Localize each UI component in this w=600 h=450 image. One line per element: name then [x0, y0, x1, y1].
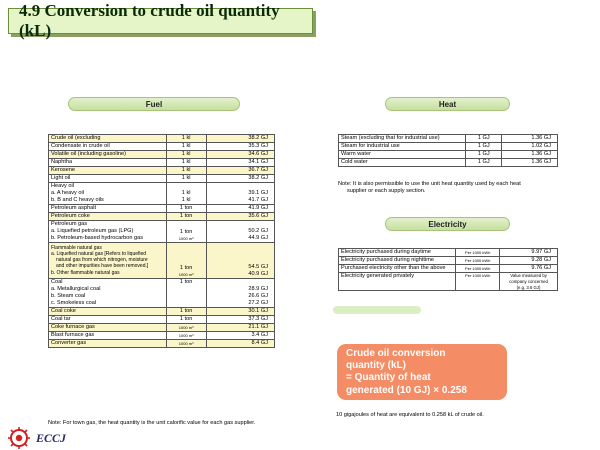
table-cell-value: 21.1 GJ [206, 323, 275, 331]
conversion-formula-callout: Crude oil conversion quantity (kL) = Quantity of heat generated (10 GJ) × 0.258 [337, 344, 507, 400]
table-row: Petroleum asphalt 1 ton 41.9 GJ [49, 204, 275, 212]
table-cell-value: 30.1 GJ [206, 307, 275, 315]
table-cell-value: 3.4 GJ [206, 331, 275, 339]
table-cell-unit: 1000 m³ [166, 323, 206, 331]
table-cell-value: 1.36 GJ [502, 158, 558, 166]
table-cell-value: 38.2 GJ [206, 174, 275, 182]
table-cell-unit: 1 kl [166, 150, 206, 158]
table-cell-value: 38.2 GJ [206, 135, 275, 143]
table-cell-name: Volatile oil (including gasoline) [49, 150, 167, 158]
table-cell-unit: 1 kl [166, 158, 206, 166]
fuel-section-header: Fuel [68, 97, 240, 111]
table-row: Coal a. Metallurgical coal b. Steam coal c. Smokeless coal 1 ton 28.9 GJ 26.6 GJ 27.2 GJ [49, 278, 275, 307]
table-cell-value: 35.3 GJ [206, 142, 275, 150]
table-cell-value: 1.36 GJ [502, 135, 558, 143]
table-cell-unit: 1 GJ [466, 150, 502, 158]
table-cell-name: Kerosene [49, 166, 167, 174]
table-cell-value: 34.1 GJ [206, 158, 275, 166]
callout-note: 10 gigajoules of heat are equivalent to 0.258 kL of crude oil. [336, 412, 484, 418]
table-row [49, 339, 275, 347]
eccj-logo-text: ECCJ [36, 430, 67, 445]
table-cell-value: 9.76 GJ [500, 264, 558, 272]
table-cell-unit: 1 GJ [466, 142, 502, 150]
table-cell-name: Electricity purchased during daytime [339, 249, 456, 257]
table-cell-value: 37.3 GJ [206, 315, 275, 323]
table-row [339, 256, 558, 264]
table-cell-unit: Per 1000 kWh [456, 249, 500, 257]
table-row [49, 174, 275, 182]
table-row: Heavy oil a. A heavy oil b. B and C heavy oils 1 kl 1 kl 39.1 GJ 41.7 GJ [49, 182, 275, 204]
table-cell-unit: Per 1000 kWh [456, 264, 500, 272]
table-cell-name: Light oil [49, 174, 167, 182]
table-cell-unit: 1 kl [166, 135, 206, 143]
table-cell-unit: 1 kl [166, 166, 206, 174]
table-cell-value: 34.6 GJ [206, 150, 275, 158]
table-cell-value: 9.97 GJ [500, 249, 558, 257]
table-row [339, 158, 558, 166]
table-cell-unit: 1 GJ [466, 158, 502, 166]
table-row [339, 264, 558, 272]
eccj-logo-icon [8, 427, 30, 449]
fuel-note: Note: For town gas, the heat quantity is the unit calorific value for each gas supplier. [48, 420, 256, 426]
table-cell-name: Condensate in crude oil [49, 142, 167, 150]
page-title: 4.9 Conversion to crude oil quantity (kL) [8, 8, 313, 34]
table-row [49, 166, 275, 174]
heavy-oil-label: Heavy oil [51, 182, 75, 189]
electricity-table [338, 248, 558, 291]
table-cell-value: 8.4 GJ [206, 339, 275, 347]
table-cell-unit: 1 GJ [466, 135, 502, 143]
table-cell-name: Steam for industrial use [339, 142, 466, 150]
heat-section-header: Heat [385, 97, 510, 111]
table-row [49, 307, 275, 315]
table-row [49, 135, 275, 143]
table-cell-name: Coke furnace gas [49, 323, 167, 331]
table-row [49, 150, 275, 158]
table-cell-name: Warm water [339, 150, 466, 158]
heat-table [338, 134, 558, 167]
heat-note: Note: It is also permissible to use the unit heat quantity used by each heat supplier or each supply section. [338, 181, 521, 195]
table-cell-unit: 1 ton [166, 307, 206, 315]
table-row: Electricity generated privately Per 1000 kWh Value measured by company concerned (e.g. 3.6 GJ) [339, 272, 558, 290]
table-cell-value: 9.28 GJ [500, 256, 558, 264]
table-cell-name: Purchased electricity other than the above [339, 264, 456, 272]
table-row [49, 142, 275, 150]
table-cell-name: Naphtha [49, 158, 167, 166]
table-cell-unit: 1000 m³ [166, 339, 206, 347]
electricity-section-header: Electricity [385, 217, 510, 231]
table-cell-name: Cold water [339, 158, 466, 166]
table-row: Petroleum coke 1 ton 35.6 GJ [49, 212, 275, 220]
table-row [49, 331, 275, 339]
fuel-table [48, 134, 275, 348]
table-cell-name: Converter gas [49, 339, 167, 347]
table-cell-value: 1.02 GJ [502, 142, 558, 150]
table-cell-name: Blast furnace gas [49, 331, 167, 339]
table-row [339, 150, 558, 158]
electricity-bar [333, 306, 421, 314]
table-row: Petroleum gas a. Liquefied petroleum gas (LPG) b. Petroleum-based hydrocarbon gas 1 ton 1000 m³ 50.2 GJ 44.9 GJ [49, 220, 275, 242]
table-cell-name: Coal coke [49, 307, 167, 315]
table-cell-name: Crude oil (excluding [49, 135, 167, 143]
table-row [49, 323, 275, 331]
table-cell-unit: 1 kl [166, 142, 206, 150]
table-cell-unit: 1000 m³ [166, 331, 206, 339]
table-cell-name: Coal tar [49, 315, 167, 323]
table-cell-unit: Per 1000 kWh [456, 256, 500, 264]
table-row: Flammable natural gas a. Liquefied natural gas [Refers to liquefied natural gas from which nitrogen, moisture and other impurities have been removed.] b. Other flammable natural gas 1 ton 1000 m³ 54.5 GJ 40.9 GJ [49, 242, 275, 278]
table-row [49, 315, 275, 323]
table-row [339, 249, 558, 257]
table-cell-unit: 1 kl [166, 174, 206, 182]
table-row [339, 135, 558, 143]
table-cell-value: 36.7 GJ [206, 166, 275, 174]
eccj-logo [8, 427, 66, 449]
table-row [49, 158, 275, 166]
table-row [339, 142, 558, 150]
table-cell-unit: 1 ton [166, 315, 206, 323]
table-cell-name: Electricity purchased during nighttime [339, 256, 456, 264]
table-cell-value: 1.36 GJ [502, 150, 558, 158]
table-cell-name: Steam (excluding that for industrial use) [339, 135, 466, 143]
